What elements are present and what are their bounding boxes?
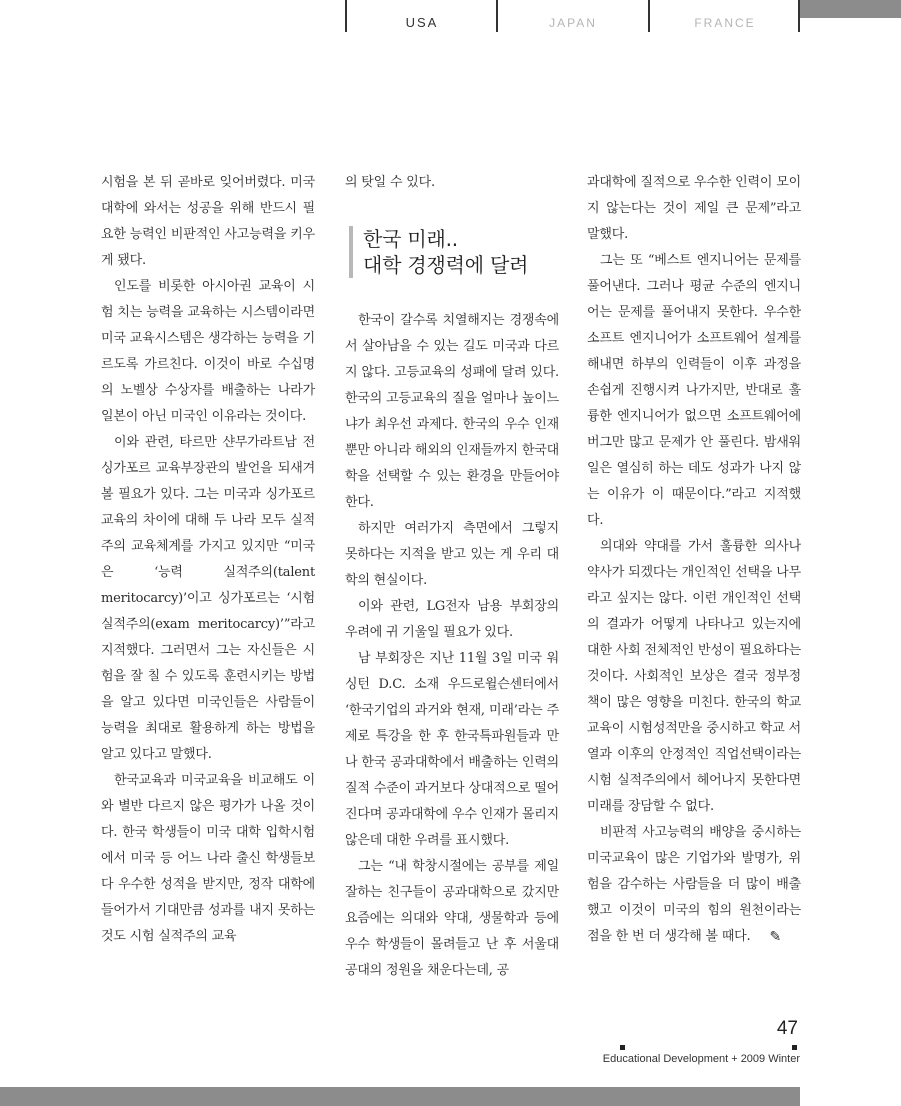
paragraph-last [587, 820, 801, 950]
paragraph: 시험을 본 뒤 곧바로 잊어버렸다. 미국 대학에 와서는 성공을 위해 반드시 필요한 능력인 비판적인 사고능력을 키우게 됐다. [101, 175, 315, 268]
section-heading-line-1: 한국 미래.. [363, 227, 458, 251]
tab-usa[interactable]: USA [405, 15, 439, 30]
paragraph: 한국이 갈수록 치열해지는 경쟁속에서 살아남을 수 있는 길도 미국과 다르지 않다. 고등교육의 성패에 달려 있다. 한국의 고등교육의 질을 얼마나 높이느냐가 최우선 과제다. 한국의 우수 인재뿐만 아니라 해외의 인재들까지 한국대학을 선택할 수 있는 환경을 만들어야 한다. [345, 313, 559, 510]
article-column-1 [101, 170, 315, 950]
tab-france[interactable]: FRANCE [694, 16, 756, 30]
tab-japan[interactable]: JAPAN [549, 16, 597, 30]
end-mark-icon: ✎ [769, 929, 781, 945]
paragraph: 인도를 비롯한 아시아권 교육이 시험 치는 능력을 교육하는 시스템이라면 미국 교육시스템은 생각하는 능력을 기르도록 가르친다. 이것이 바로 수십명의 노벨상 수상자를 배출하는 나라가 일본이 아닌 미국인 이유라는 것이다. [101, 279, 315, 424]
paragraph: 과대학에 질적으로 우수한 인력이 모이지 않는다는 것이 제일 큰 문제”라고 말했다. [587, 175, 801, 242]
page-number: 47 [776, 1018, 798, 1039]
footer-square-mark [792, 1045, 797, 1050]
paragraph: 의대와 약대를 가서 훌륭한 의사나 약사가 되겠다는 개인적인 선택을 나무라고 싶지는 않다. 이런 개인적인 선택의 결과가 어떻게 나타나고 있는지에 대한 사회 전체적인 반성이 필요하다는 것이다. 사회적인 보상은 결국 정부정책이 많은 영향을 미친다. 한국의 학교교육이 시험성적만을 중시하고 학교 서열과 이후의 안정적인 직업선택이라는 시험 실적주의에서 헤어나지 못한다면 미래를 장담할 수 없다. [587, 539, 801, 814]
footer-square-mark [620, 1045, 625, 1050]
paragraph-text: 비판적 사고능력의 배양을 중시하는 미국교육이 많은 기업가와 발명가, 위험을 감수하는 사람들을 더 많이 배출했고 이것이 미국의 힘의 원천이라는 점을 한 번 더 생각해 볼 때다. [587, 825, 801, 944]
article-column-3 [587, 170, 801, 950]
bottom-bar-decoration [0, 1087, 800, 1106]
paragraph: 이와 관련, 타르만 샨무가라트남 전 싱가포르 교육부장관의 발언을 되새겨볼 필요가 있다. 그는 미국과 싱가포르 교육의 차이에 대해 두 나라 모두 실적주의 교육체계를 가지고 있지만 “미국은 ‘능력 실적주의(talent meritocarcy)’이고 싱가포르는 ‘시험 실적주의(exam meritocarcy)’”라고 지적했다. 그러면서 그는 자신들은 시험을 잘 칠 수 있도록 훈련시키는 방법을 알고 있다면 미국인들은 사람들이 능력을 최대로 활용하게 하는 방법을 알고 있다고 말했다. [101, 435, 315, 762]
paragraph: 이와 관련, LG전자 남용 부회장의 우려에 귀 기울일 필요가 있다. [345, 599, 559, 640]
paragraph: 남 부회장은 지난 11월 3일 미국 워싱턴 D.C. 소재 우드로윌슨센터에서 ‘한국기업의 과거와 현재, 미래’라는 주제로 특강을 한 후 한국특파원들과 만나 한국 공과대학에서 배출하는 인력의 질적 수준이 과거보다 상대적으로 떨어진다며 공과대학에 우수 인재가 몰리지 않은데 대한 우려를 표시했다. [345, 651, 559, 848]
section-heading-line-2: 대학 경쟁력에 달려 [363, 253, 529, 277]
section-heading [349, 226, 559, 278]
paragraph: 한국교육과 미국교육을 비교해도 이와 별반 다르지 않은 평가가 나올 것이다. 한국 학생들이 미국 대학 입학시험에서 미국 등 어느 나라 출신 학생들보다 우수한 성적을 받지만, 정작 대학에 들어가서 기대만큼 성과를 내지 못하는 것도 시험 실적주의 교육 [101, 773, 315, 944]
paragraph: 하지만 여러가지 측면에서 그렇지 못하다는 지적을 받고 있는 게 우리 대학의 현실이다. [345, 521, 559, 588]
publication-info: Educational Development + 2009 Winter [602, 1053, 800, 1065]
article-column-2 [345, 170, 559, 984]
paragraph: 그는 또 “베스트 엔지니어는 문제를 풀어낸다. 그러나 평균 수준의 엔지니어는 문제를 풀어내지 못한다. 우수한 소프트 엔지니어가 소프트웨어 설계를 해내면 하부의 인력들이 이후 과정을 손쉽게 진행시켜 나가지만, 반대로 훌륭한 엔지니어가 없으면 소프트웨어에 버그만 많고 문제가 안 풀린다. 밤새워 일은 열심히 하는 데도 성과가 나지 않는 이유가 이 때문이다.”라고 지적했다. [587, 253, 801, 528]
paragraph: 의 탓일 수 있다. [345, 175, 435, 190]
corner-decoration [800, 0, 901, 18]
paragraph: 그는 “내 학창시절에는 공부를 제일 잘하는 친구들이 공과대학으로 갔지만 요즘에는 의대와 약대, 생물학과 등에 우수 학생들이 몰려들고 난 후 서울대 공대의 정원을 채운다는데, 공 [345, 859, 559, 978]
